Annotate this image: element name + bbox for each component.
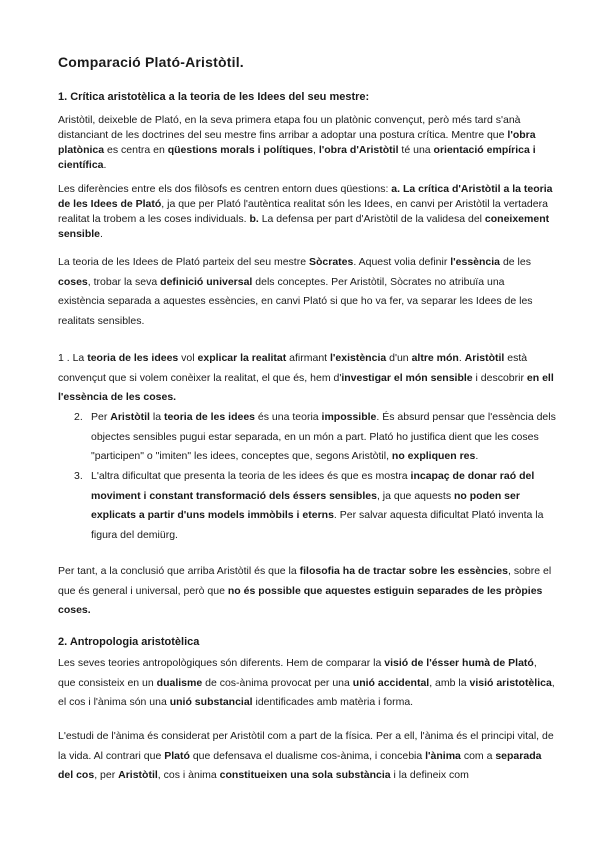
section2-paragraph-2-run: com a bbox=[460, 749, 496, 762]
list-item-3-text-run: incapaç de donar raó del moviment i constant transformació dels éssers sensibles bbox=[91, 470, 535, 502]
section2-paragraph-2-run: que defensava el dualisme cos-ànima, i concebia bbox=[189, 749, 426, 762]
list-item-2-text-run: . bbox=[475, 450, 479, 462]
section2-paragraph-2-run: l'ànima bbox=[425, 749, 461, 762]
section1-paragraph-3-run: coses bbox=[58, 275, 88, 288]
section1-paragraph-2-run: coneixement sensible bbox=[58, 213, 550, 240]
list-item-2-text-run: teoria de les idees bbox=[163, 411, 255, 423]
section2-paragraph-1-run: visió aristotèlica bbox=[469, 676, 552, 689]
section1-conclusion-run: no és possible que aquestes estiguin separades de les pròpies coses. bbox=[58, 584, 543, 616]
section2-paragraph-1-run: unió substancial bbox=[169, 696, 253, 708]
section1-paragraph-1-run: orientació empírica i científica bbox=[58, 144, 536, 171]
list-item-3-text-run: , ja que aquests bbox=[376, 489, 455, 502]
list-item-1-text-run: Aristòtil bbox=[464, 352, 505, 364]
section1-paragraph-1-run: es centra en bbox=[104, 144, 168, 156]
list-item-3-text-run: . Per salvar aquesta dificultat Plató inventa la figura del demiürg. bbox=[91, 509, 544, 541]
section1-paragraph-3-run: . Aquest volia definir bbox=[353, 256, 451, 268]
page-title: Comparació Plató-Aristòtil. bbox=[58, 54, 244, 70]
list-item-3-number: 3. bbox=[74, 470, 83, 482]
section2-heading: 2. Antropologia aristotèlica bbox=[58, 636, 200, 648]
section1-paragraph-2-run: b. bbox=[249, 213, 259, 225]
list-item-1-text-run: investigar el món sensible bbox=[341, 371, 473, 384]
section1-paragraph-1-run: l'obra platònica bbox=[58, 129, 536, 156]
section1-paragraph-1-run: . bbox=[103, 159, 107, 171]
section2-paragraph-1-run: Les seves teories antropològiques són diferents. Hem de comparar la bbox=[58, 657, 385, 669]
list-item-1-text-run: en ell l'essència de les coses. bbox=[58, 371, 554, 403]
list-item-2-text-run: impossible bbox=[321, 411, 377, 423]
list-item-2-text-run: és una teoria bbox=[255, 411, 322, 423]
section1-paragraph-2 bbox=[58, 182, 557, 242]
section2-paragraph-1-run: , el cos i l'ànima són una bbox=[58, 676, 555, 708]
list-item-1-text-run: . bbox=[458, 352, 465, 364]
section1-conclusion-run: filosofia ha de tractar sobre les essències bbox=[299, 565, 508, 577]
section2-paragraph-1-run: identificades amb matèria i forma. bbox=[252, 696, 414, 708]
section1-paragraph-3 bbox=[58, 253, 554, 331]
section1-paragraph-2-run: , ja que per Plató l'autèntica realitat són les Idees, en canvi per Aristòtil la vertadera realitat la trobem a les coses individuals. bbox=[58, 198, 548, 225]
section1-paragraph-1-run: Aristòtil, deixeble de Plató, en la seva primera etapa fou un platònic convençut, però més tard s'anà distanciant de les doctrines del seu mestre fins arribar a adoptar una postura crítica. Mentre que bbox=[58, 114, 521, 141]
section1-paragraph-3-run: La teoria de les Idees de Plató parteix del seu mestre bbox=[58, 256, 309, 268]
section1-paragraph-1-run: qüestions morals i polítiques bbox=[167, 144, 313, 156]
list-item-1-text-run: d'un bbox=[386, 352, 412, 364]
list-item-1-text-run: altre món bbox=[411, 352, 459, 364]
section1-conclusion-run: , sobre el que és general i universal, però que bbox=[58, 565, 552, 597]
section2-paragraph-1-run: visió de l'ésser humà de Plató bbox=[384, 657, 534, 669]
section1-paragraph-3-run: Sòcrates bbox=[308, 256, 354, 268]
list-item-1-text bbox=[58, 352, 554, 403]
section2-paragraph-2-run: Aristòtil bbox=[118, 769, 158, 781]
list-item-2-text-run: no expliquen res bbox=[391, 450, 476, 462]
section1-paragraph-2-run: Les diferències entre els dos filòsofs es centren entorn dues qüestions: bbox=[58, 183, 392, 195]
section2-paragraph-2-run: , cos i ànima bbox=[157, 769, 220, 781]
section1-conclusion bbox=[58, 562, 557, 621]
section1-paragraph-3-run: l'essència bbox=[450, 256, 501, 268]
list-item-1-text-run: vol bbox=[178, 352, 198, 364]
section1-paragraph-1 bbox=[58, 113, 557, 173]
section2-paragraph-2-run: i la defineix com bbox=[390, 769, 469, 781]
section2-paragraph-2 bbox=[58, 727, 557, 786]
section1-paragraph-3-run: de les bbox=[500, 256, 531, 268]
list-item-1-number: 1 . bbox=[58, 352, 73, 364]
list-item-2-text-run: la bbox=[149, 411, 164, 423]
list-item-2 bbox=[74, 408, 557, 467]
section1-paragraph-3-run: , trobar la seva bbox=[87, 275, 161, 288]
section1-paragraph-2-run: . bbox=[100, 228, 103, 240]
list-item-3-text-run: no poden ser explicats a partir d'uns models immòbils i eterns bbox=[91, 489, 520, 521]
section2-paragraph-1-run: unió accidental bbox=[352, 676, 430, 689]
list-item-1 bbox=[58, 349, 557, 408]
list-item-1-text-run: La bbox=[72, 352, 88, 364]
section2-paragraph-1-run: , amb la bbox=[429, 676, 470, 689]
list-item-2-text-run: Per bbox=[91, 411, 111, 423]
list-item-2-number: 2. bbox=[74, 411, 83, 423]
section1-paragraph-2-run: a. La crítica d'Aristòtil a la teoria de les Idees de Plató bbox=[58, 183, 553, 210]
section2-paragraph-2-run: L'estudi de l'ànima és considerat per Aristòtil com a part de la física. Per a ell, l'ànima és el principi vital, de la vida. Al contrari que bbox=[58, 730, 554, 762]
list-item-2-text bbox=[91, 411, 556, 462]
section1-paragraph-1-run: l'obra d'Aristòtil bbox=[318, 144, 399, 156]
list-item-3-text bbox=[91, 470, 543, 541]
list-item-1-text-run: teoria de les idees bbox=[87, 352, 179, 364]
section2-paragraph-2-run: constitueixen una sola substància bbox=[219, 769, 391, 781]
list-item-1-text-run: i descobrir bbox=[472, 371, 527, 384]
section2-paragraph-2-run: separada del cos bbox=[58, 749, 542, 781]
section1-paragraph-1-run: té una bbox=[398, 144, 434, 156]
section2-paragraph-2-run: Plató bbox=[164, 749, 190, 762]
list-item-1-text-run: explicar la realitat bbox=[197, 352, 287, 364]
section2-paragraph-1-run: dualisme bbox=[156, 676, 203, 689]
list-item-1-text-run: l'existència bbox=[330, 352, 387, 364]
list-item-3 bbox=[74, 467, 557, 545]
section1-heading: 1. Crítica aristotèlica a la teoria de les Idees del seu mestre: bbox=[58, 91, 370, 103]
section1-paragraph-2-run: La defensa per part d'Aristòtil de la validesa del bbox=[258, 213, 485, 225]
list-item-1-text-run: està convençut que si volem conèixer la realitat, el que és, hem d' bbox=[58, 352, 528, 384]
list-item-2-text-run: . És absurd pensar que l'essència dels objectes sensibles pugui estar separada, en un món a part. Plató ho justifica dient que les coses "participen" o "imiten" les idees, conceptes que, segons Aristòtil, bbox=[91, 411, 556, 462]
section1-paragraph-3-run: dels conceptes. Per Aristòtil, Sòcrates no atribuïa una existència separada a aquestes essències, en canvi Plató si que ho va fer, va separar les Idees de les realitats sensibles. bbox=[58, 275, 533, 327]
section1-paragraph-1-run: , bbox=[313, 144, 319, 156]
section1-conclusion-run: Per tant, a la conclusió que arriba Aristòtil és que la bbox=[58, 565, 300, 577]
section1-paragraph-3-run: definició universal bbox=[160, 275, 253, 288]
list-item-1-text-run: afirmant bbox=[286, 352, 330, 364]
section2-paragraph-1 bbox=[58, 654, 557, 713]
section2-paragraph-2-run: , per bbox=[94, 769, 119, 781]
section2-paragraph-1-run: , que consisteix en un bbox=[58, 657, 537, 689]
list-item-3-text-run: L'altra dificultat que presenta la teoria de les idees és que es mostra bbox=[91, 470, 411, 482]
section2-paragraph-1-run: de cos-ànima provocat per una bbox=[202, 676, 353, 689]
list-item-2-text-run: Aristòtil bbox=[110, 411, 150, 423]
